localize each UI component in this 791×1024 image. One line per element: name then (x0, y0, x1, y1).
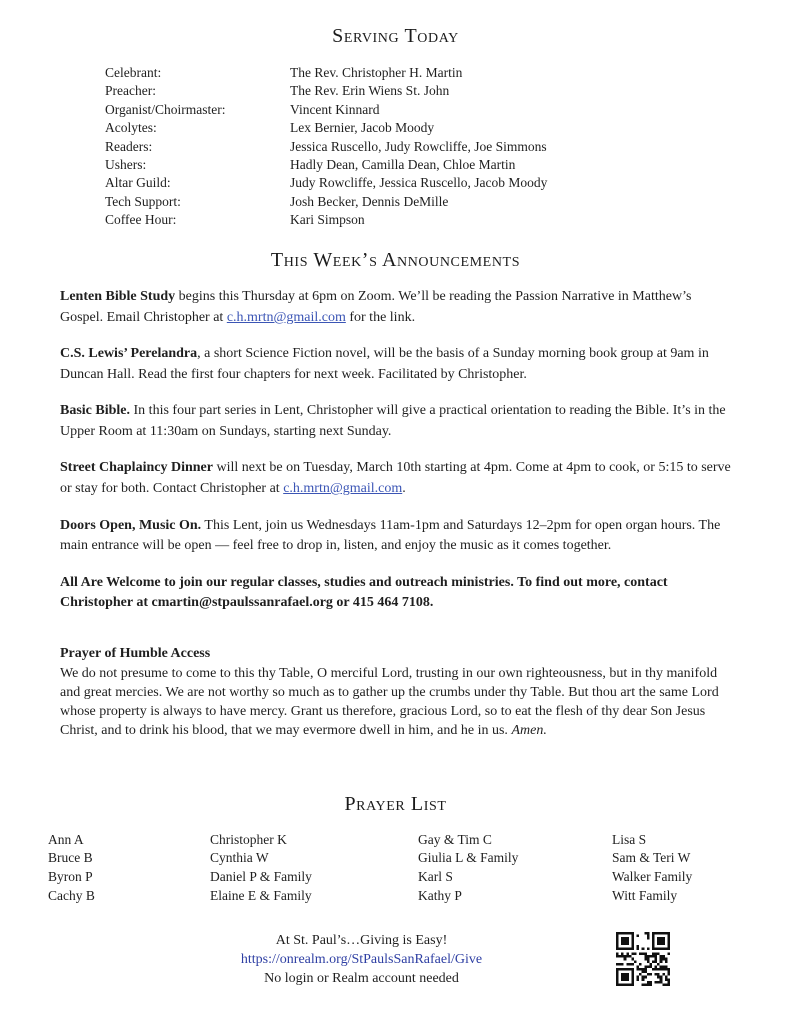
giving-text (122, 931, 602, 988)
announcement-paragraph (60, 401, 733, 443)
text-segment: All Are Welcome to join our regular classes, studies and outreach ministries. To find out more, contact Christopher at cmartin@stpaulssanrafael.org or 415 464 7108. (60, 574, 668, 611)
text-segment: begins this Thursday at 6pm on Zoom. We’ll be reading the Passion Narrative in Matthew’s Gospel. Email Christopher at (60, 289, 692, 325)
giving-section (0, 931, 791, 988)
prayer-list-column (210, 831, 418, 906)
serving-role: Altar Guild: (105, 175, 171, 191)
announcement-paragraph (60, 287, 733, 329)
prayer-list-item: Sam & Teri W (612, 850, 691, 866)
text-segment: for the link. (345, 309, 416, 325)
prayer-body-text (60, 664, 733, 741)
serving-names: Jessica Ruscello, Judy Rowcliffe, Joe Simmons (290, 138, 547, 154)
text-segment: C.S. Lewis’ Perelandra (60, 346, 198, 362)
text-segment: This Lent, join us Wednesdays 11am-1pm and Saturdays 12–2pm for open organ hours. The main entrance will be open — feel free to drop in, listen, and enjoy the music as it comes together. (60, 517, 721, 554)
serving-row (105, 119, 791, 137)
qr-code-icon (616, 932, 670, 986)
serving-row (105, 101, 791, 119)
text-segment: Doors Open, Music On. (60, 517, 202, 533)
text-segment: Street Chaplaincy Dinner (60, 460, 213, 476)
announcement-paragraph (60, 573, 733, 615)
prayer-list-item: Bruce B (48, 850, 93, 866)
announcement-paragraph (60, 458, 733, 500)
serving-row (105, 211, 791, 229)
prayer-list-item: Cachy B (48, 887, 95, 903)
email-link[interactable]: c.h.mrtn@gmail.com (226, 309, 346, 325)
prayer-list-columns (0, 831, 791, 906)
serving-role: Coffee Hour: (105, 212, 177, 228)
serving-role: Preacher: (105, 83, 156, 99)
prayer-list-item: Byron P (48, 869, 93, 885)
giving-line3: No login or Realm account needed (264, 970, 459, 986)
serving-role: Organist/Choirmaster: (105, 101, 226, 117)
email-link[interactable]: c.h.mrtn@gmail.com (283, 481, 403, 497)
serving-names: Vincent Kinnard (290, 101, 380, 117)
serving-names: Judy Rowcliffe, Jessica Ruscello, Jacob Moody (290, 175, 548, 191)
announcement-paragraphs (60, 287, 733, 614)
announcements-section (60, 287, 733, 741)
prayer-list-item: Elaine E & Family (210, 887, 312, 903)
serving-names: Lex Bernier, Jacob Moody (290, 120, 435, 136)
prayer-list-column (48, 831, 210, 906)
prayer-list-item: Karl S (418, 869, 453, 885)
prayer-list-item: Walker Family (612, 869, 693, 885)
serving-row (105, 156, 791, 174)
prayer-of-humble-access (60, 644, 733, 740)
serving-role: Acolytes: (105, 120, 157, 136)
serving-row (105, 138, 791, 156)
giving-line1: At St. Paul’s…Giving is Easy! (275, 932, 448, 948)
prayer-list-title: Prayer List (344, 792, 447, 815)
serving-today-title: Serving Today (332, 25, 459, 47)
prayer-list-item: Witt Family (612, 887, 678, 903)
prayer-list-column (418, 831, 612, 906)
prayer-list-item: Ann A (48, 831, 84, 847)
serving-row (105, 82, 791, 100)
text-segment: In this four part series in Lent, Christopher will give a practical orientation to reading the Bible. It’s in the Upper Room at 11:30am on Sundays, starting next Sunday. (60, 403, 726, 440)
serving-names: Kari Simpson (290, 212, 365, 228)
prayer-list-item: Gay & Tim C (418, 831, 492, 847)
prayer-list-item: Daniel P & Family (210, 869, 312, 885)
serving-row (105, 174, 791, 192)
prayer-list-item: Cynthia W (210, 850, 269, 866)
prayer-list-item: Lisa S (612, 831, 647, 847)
text-segment: Basic Bible. (60, 403, 131, 419)
prayer-list-item: Kathy P (418, 887, 462, 903)
serving-role: Celebrant: (105, 65, 162, 80)
serving-role: Tech Support: (105, 193, 181, 209)
text-segment: , a short Science Fiction novel, will be the basis of a Sunday morning book group at 9am in Duncan Hall. Read the first four chapters for next week. Facilitated by Christopher. (60, 346, 709, 383)
text-segment: Amen. (511, 723, 547, 739)
serving-names: The Rev. Christopher H. Martin (290, 65, 463, 80)
serving-names: Josh Becker, Dennis DeMille (290, 193, 449, 209)
serving-names: The Rev. Erin Wiens St. John (290, 83, 450, 99)
serving-row (105, 193, 791, 211)
serving-role: Readers: (105, 138, 153, 154)
serving-today-list (105, 64, 791, 230)
prayer-list-item: Christopher K (210, 831, 287, 847)
announcement-paragraph (60, 516, 733, 558)
announcement-paragraph (60, 344, 733, 386)
serving-names: Hadly Dean, Camilla Dean, Chloe Martin (290, 157, 516, 173)
announcements-title: This Week’s Announcements (270, 248, 521, 271)
giving-url-link[interactable]: https://onrealm.org/StPaulsSanRafael/Give (240, 951, 483, 967)
serving-role: Ushers: (105, 157, 147, 173)
text-segment: Lenten Bible Study (60, 289, 176, 305)
serving-row (105, 64, 791, 82)
prayer-title: Prayer of Humble Access (60, 646, 211, 662)
text-segment: will next be on Tuesday, March 10th starting at 4pm. Come at 4pm to cook, or 5:15 to serve or stay for both. Contact Christopher at (60, 460, 731, 497)
prayer-list-column (612, 831, 791, 906)
text-segment: . (402, 481, 406, 497)
prayer-list-item: Giulia L & Family (418, 850, 519, 866)
text-segment: We do not presume to come to this thy Table, O merciful Lord, trusting in our own righteousness, but in thy manifold and great mercies. We are not worthy so much as to gather up the crumbs under thy Table. But thou art the same Lord whose property is always to have mercy. Grant us therefore, gracious Lord, so to eat the flesh of thy dear Son Jesus Christ, and to drink his blood, that we may evermore dwell in him, and he in us. (60, 665, 719, 739)
